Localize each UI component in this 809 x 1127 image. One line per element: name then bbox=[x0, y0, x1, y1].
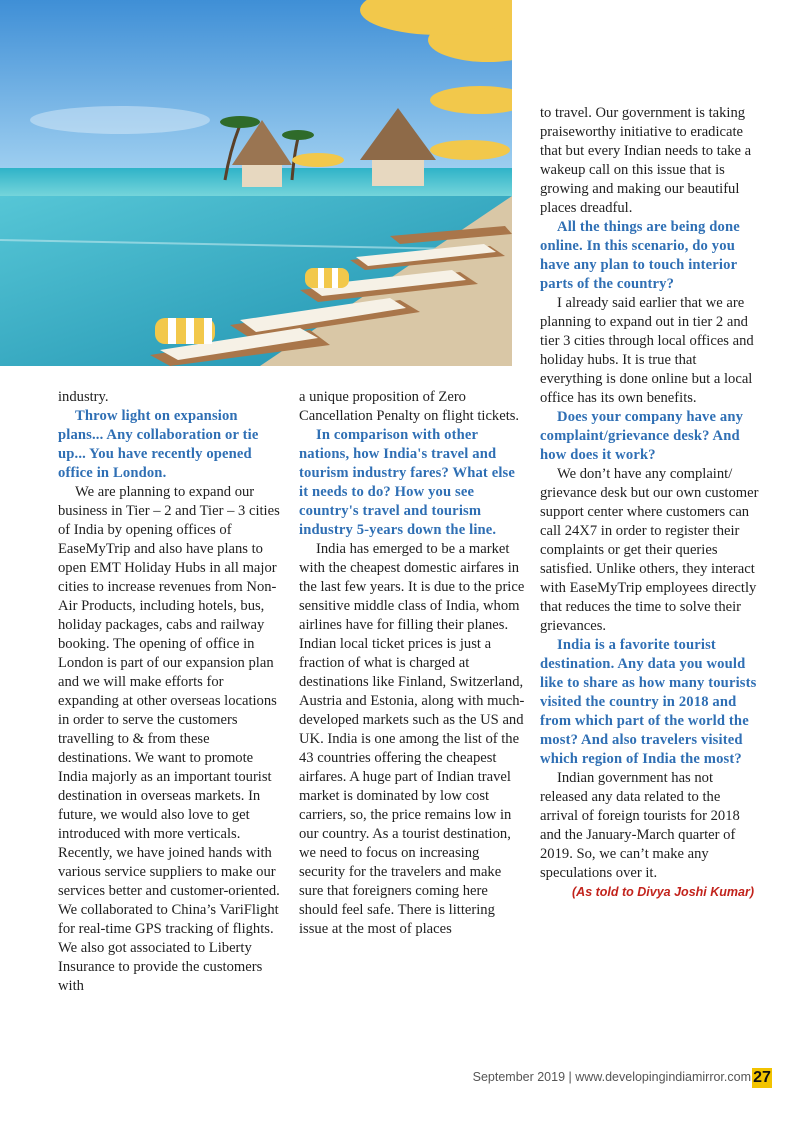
article-column-3 bbox=[540, 104, 762, 902]
paragraph: to travel. Our government is taking praiseworthy initiative to eradicate that but every Indian needs to take a wakeup call on this issue that is growing and making our beautiful places dreadful. bbox=[540, 105, 752, 216]
paragraph: I already said earlier that we are planning to expand out in tier 2 and tier 3 cities through local offices and holiday hubs. It is true that everything is done online but a local office has its own benefits. bbox=[540, 295, 754, 406]
paragraph: We don’t have any complaint/ grievance desk but our own customer support center where customers can call 24X7 in order to register their complaints or get their queries satisfied. Unlike others, they interact with EaseMyTrip employees directly that reduces the time to solve their grievances. bbox=[540, 466, 759, 634]
interview-question: In comparison with other nations, how India's travel and tourism industry fares? What else it needs to do? How you see country's travel and tourism industry 5-years down the line. bbox=[299, 427, 516, 538]
interview-question: Throw light on expansion plans... Any collaboration or tie up... You have recently opened office in London. bbox=[58, 408, 259, 481]
article-column-1 bbox=[58, 388, 284, 996]
article-column-2 bbox=[299, 388, 525, 939]
paragraph: a unique proposition of Zero Cancellation Penalty on flight tickets. bbox=[299, 389, 520, 424]
paragraph: industry. bbox=[58, 389, 109, 405]
paragraph: India has emerged to be a market with the cheapest domestic airfares in the last few years. It is due to the price sensitive middle class of India, whom airlines have for filling their planes. Indian local ticket prices is just a fraction of what is charged at destinations like Finland, Switzerland, Austria and Estonia, along with much-developed markets such as the US and UK. India is one among the list of the 43 countries offering the cheapest airfares. A huge part of Indian travel market is dominated by low cost carriers, so, the price remains low in our country. As a tourist destination, we need to focus on increasing security for the travelers and make sure that foreigners coming here should feel safe. There is littering issue at the most of places bbox=[299, 541, 525, 937]
interview-question: Does your company have any complaint/grievance desk? And how does it work? bbox=[540, 409, 744, 463]
resort-pool-photo bbox=[0, 0, 512, 366]
interview-question: All the things are being done online. In this scenario, do you have any plan to touch interior parts of the country? bbox=[540, 219, 740, 292]
paragraph: Indian government has not released any data related to the arrival of foreign tourists for 2018 and the January-March quarter of 2019. So, we can’t make any speculations over it. bbox=[540, 770, 740, 881]
page-footer: September 2019 | www.developingindiamirror.com bbox=[472, 1070, 751, 1084]
interview-question: India is a favorite tourist destination. Any data you would like to share as how many tourists visited the country in 2018 and from which part of the world the most? And also travelers visited which region of India the most? bbox=[540, 637, 757, 767]
paragraph: We are planning to expand our business in Tier – 2 and Tier – 3 cities of India by opening offices of EaseMyTrip and also have plans to open EMT Holiday Hubs in all major cities to increase revenues from Non-Air Products, including hotels, bus, holiday packages, cabs and railway booking. The opening of office in London is part of our expansion plan and we will make efforts for expanding at other overseas locations in order to serve the customers travelling to & from these destinations. We want to promote India majorly as an important tourist destination in overseas markets. In future, we would also love to get introduced with more verticals. Recently, we have joined hands with various service suppliers to make our services better and customer-oriented. We collaborated to China’s VariFlight for real-time GPS tracking of flights. We also got associated to Liberty Insurance to provide the customers with bbox=[58, 484, 280, 994]
author-credit: (As told to Divya Joshi Kumar) bbox=[572, 885, 754, 899]
page-number-badge: 27 bbox=[753, 1069, 771, 1086]
